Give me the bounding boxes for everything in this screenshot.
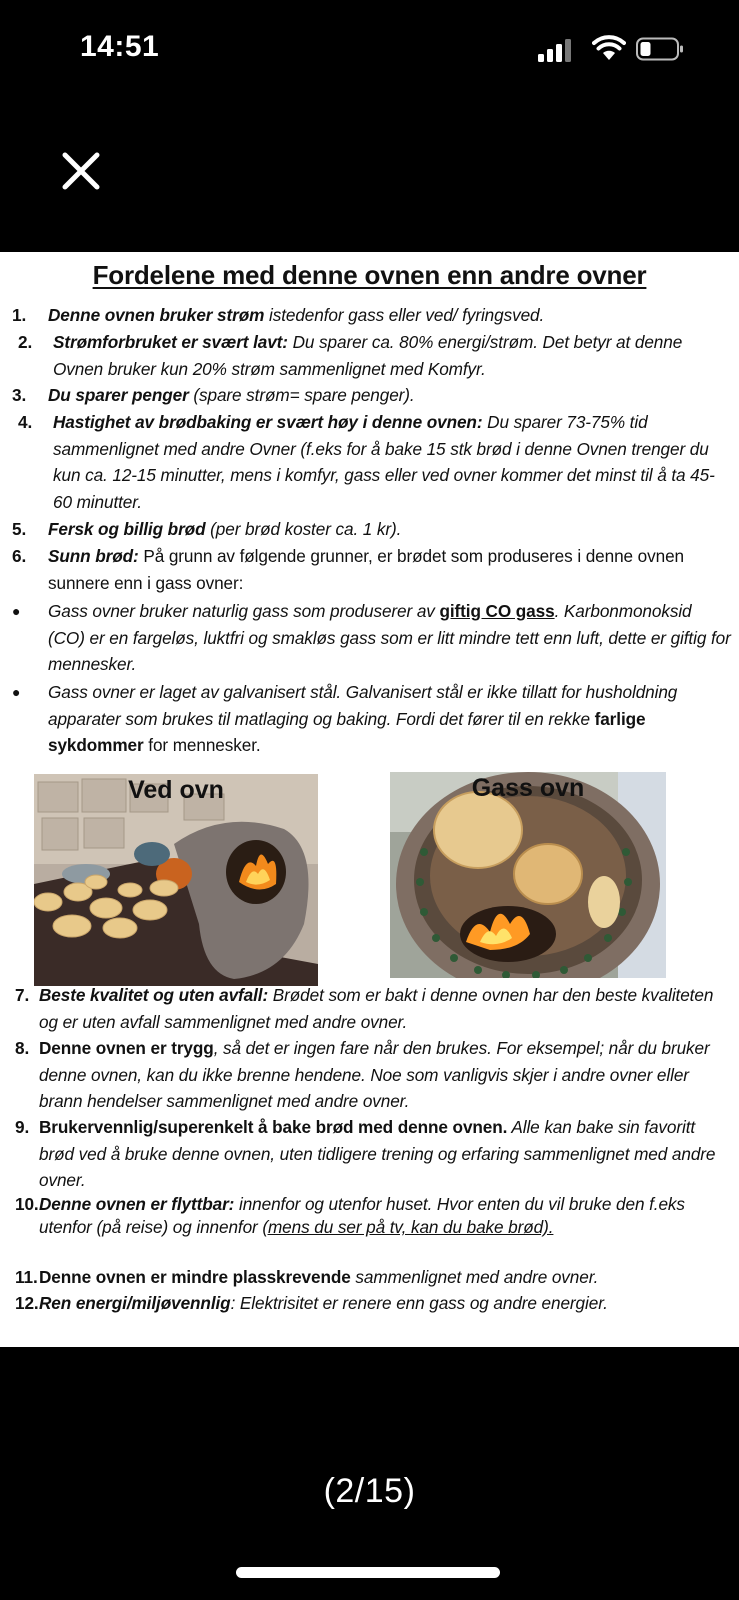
list-item [12,982,731,1035]
list-item [12,543,731,596]
list-item [12,409,731,515]
bullet-emphasis: farlige sykdommer [48,708,646,755]
list-item [12,382,731,409]
wood-oven-photo [34,774,318,986]
item-heading: Denne ovnen er flyttbar: [39,1194,235,1214]
item-text: innenfor og utenfor huset. Hvor enten du vil bruke den f.eks utenfor (på reise) og innenfor [39,1194,685,1237]
item-heading: Sunn brød: [48,546,139,566]
close-icon[interactable] [58,148,104,194]
bullet-text: Gass ovner bruker naturlig gass som produserer av [48,601,440,621]
item-text: , så det er ingen fare når den brukes. For eksempel; når du bruker denne ovnen, kan du ikke brenne hendene. Noe som vanligvis skjer i andre ovner eller brann hendelser sammenlignet med andre ovner. [39,1038,710,1111]
list-item [12,1264,731,1291]
list-item [12,516,731,543]
cellular-signal-icon [538,38,578,62]
bullet-text: Gass ovner er laget av galvanisert stål. Galvanisert stål er ikke tillatt for husholdning apparater som brukes til matlaging og baking. Fordi det fører til en rekke [48,682,678,729]
item-text: Du sparer 73-75% tid sammenlignet med andre Ovner (f.eks for å bake 15 stk brød i denne Ovnen trenger du kun ca. 12-15 minutter, mens i komfyr, gass eller ved ovner kommer det minst til å ta 45-60 minutter. [53,412,715,512]
list-item [12,329,731,382]
status-bar [0,0,739,100]
photo-label-wood-oven: Ved ovn [128,776,224,804]
gas-oven-photo [390,772,666,978]
bullet-emphasis: giftig CO gass [439,601,555,621]
bullet-item [12,598,731,678]
item-heading: Fersk og billig brød [48,519,206,539]
item-text: På grunn av følgende grunner, er brødet som produseres i denne ovnen sunnere enn i gass ovner: [48,546,685,593]
item-number: 5. [12,519,27,539]
item-text: istedenfor gass eller ved/ fyringsved. [264,305,545,325]
item-heading: Beste kvalitet og uten avfall: [39,985,269,1005]
status-time: 14:51 [80,30,160,63]
item-text: Du sparer ca. 80% energi/strøm. Det betyr at denne Ovnen bruker kun 20% strøm sammenlignet med Komfyr. [53,332,683,379]
item-heading: Brukervennlig/superenkelt å bake brød med denne ovnen. [39,1117,508,1137]
item-underlined-text: (mens du ser på tv, kan du bake brød). [262,1217,554,1237]
wood-oven-illustration [34,774,318,986]
list-item [12,1193,731,1239]
item-heading: Strømforbruket er svært lavt: [53,332,288,352]
home-indicator[interactable] [236,1567,500,1578]
item-number: 3. [12,385,27,405]
item-heading: Ren energi/miljøvennlig [39,1293,231,1313]
bullet-text: . Karbonmonoksid (CO) er en fargeløs, luktfri og smakløs gass som er litt mindre tett enn luft, dette er giftig for mennesker. [48,601,731,674]
list-item [12,1290,731,1317]
list-item [12,1114,731,1194]
item-number: 1. [12,305,27,325]
item-number: 4. [18,412,33,432]
item-heading: Du sparer penger [48,385,189,405]
item-number: 7. [15,985,30,1005]
list-item [12,1035,731,1115]
bullet-text: for mennesker. [143,735,261,755]
battery-icon [636,37,684,61]
list-item [12,302,731,329]
item-number: 12. [15,1293,39,1313]
bullet-icon: ● [12,684,21,700]
item-heading: Denne ovnen bruker strøm [48,305,265,325]
page-indicator: (2/15) [323,1472,416,1510]
item-heading: Denne ovnen er trygg [39,1038,214,1058]
item-text: Brødet som er bakt i denne ovnen har den beste kvaliteten og er uten avfall sammenlignet med andre ovner. [39,985,714,1032]
bullet-icon: ● [12,603,21,619]
item-number: 8. [15,1038,30,1058]
item-text: (spare strøm= spare penger). [188,385,415,405]
item-text: (per brød koster ca. 1 kr). [205,519,402,539]
bullet-item [12,679,731,759]
item-heading: Hastighet av brødbaking er svært høy i denne ovnen: [53,412,483,432]
document-title: Fordelene med denne ovnen enn andre ovner [92,260,647,290]
item-text: Alle kan bake sin favoritt brød ved å bruke denne ovnen, uten tidligere trening og erfaring sammenlignet med andre ovner. [39,1117,716,1190]
document-page [0,252,739,1347]
item-number: 9. [15,1117,30,1137]
item-number: 2. [18,332,33,352]
item-number: 11. [15,1267,38,1287]
item-number: 6. [12,546,27,566]
photo-label-gas-oven: Gass ovn [471,774,585,802]
wifi-icon [592,34,626,62]
item-text: sammenlignet med andre ovner. [350,1267,599,1287]
item-number: 10. [15,1194,39,1214]
item-heading: Denne ovnen er mindre plasskrevende [39,1267,351,1287]
item-text: : Elektrisitet er renere enn gass og andre energier. [230,1293,608,1313]
